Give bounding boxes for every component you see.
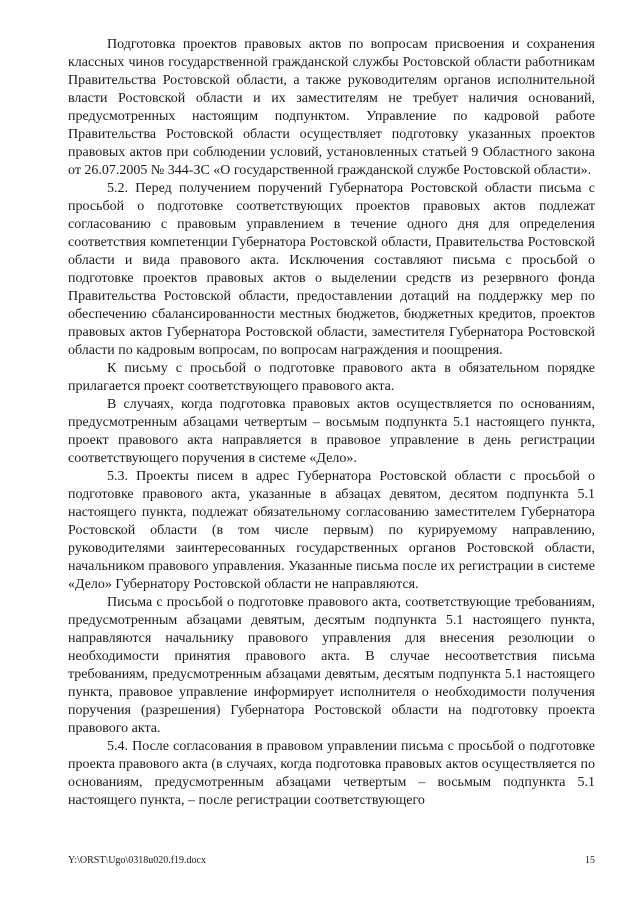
paragraph-2: 5.2. Перед получением поручений Губернатора Ростовской области письма с просьбой о подготовке соответствующих проектов правовых актов подлежат согласованию с правовым управлением в течение одного дня для определения соответствия компетенции Губернатора Ростовской области, Правительства Ростовской области и вида правового акта. Исключения составляют письма с просьбой о подготовке проектов правовых актов о выделении средств из резервного фонда Правительства Ростовской области, предоставлении дотаций на поддержку мер по обеспечению сбалансированности местных бюджетов, бюджетных кредитов, проектов правовых актов Губернатора Ростовской области, заместителя Губернатора Ростовской области по кадровым вопросам, по вопросам награждения и поощрения. [68,181,595,358]
document-body [68,36,595,810]
paragraph-6: Письма с просьбой о подготовке правового акта, соответствующие требованиям, предусмотренным абзацами девятым, десятым подпункта 5.1 настоящего пункта, направляются начальнику правового управления для внесения резолюции о необходимости принятия правового акта. В случае несоответствия письма требованиям, предусмотренным абзацами девятым, десятым подпункта 5.1 настоящего пункта, правовое управление информирует исполнителя о необходимости получения поручения (разрешения) Губернатора Ростовской области на подготовку проекта правового акта. [68,595,595,736]
paragraph-4: В случаях, когда подготовка правовых актов осуществляется по основаниям, предусмотренным абзацами четвертым – восьмым подпункта 5.1 настоящего пункта, проект правового акта направляется в правовое управление в день регистрации соответствующего поручения в системе «Дело». [68,397,595,466]
paragraph-1: Подготовка проектов правовых актов по вопросам присвоения и сохранения классных чинов государственной гражданской службы Ростовской области работникам Правительства Ростовской области, а также руководителям органов исполнительной власти Ростовской области и их заместителям не требует наличия оснований, предусмотренных настоящим подпунктом. Управление по кадровой работе Правительства Ростовской области осуществляет подготовку указанных проектов правовых актов при соблюдении условий, установленных статьей 9 Областного закона от 26.07.2005 № 344-ЗС «О государственной гражданской службе Ростовской области». [68,37,595,178]
paragraph-7: 5.4. После согласования в правовом управлении письма с просьбой о подготовке проекта правового акта (в случаях, когда подготовка правовых актов осуществляется по основаниям, предусмотренным абзацами четвертым – восьмым подпункта 5.1 настоящего пункта, – после регистрации соответствующего [68,739,595,808]
paragraph-5: 5.3. Проекты писем в адрес Губернатора Ростовской области с просьбой о подготовке правового акта, указанные в абзацах девятом, десятом подпункта 5.1 настоящего пункта, подлежат обязательному согласованию заместителем Губернатора Ростовской области (в том числе первым) по курируемому направлению, руководителями заинтересованных государственных органов Ростовской области, начальником правового управления. Указанные письма после их регистрации в системе «Дело» Губернатору Ростовской области не направляются. [68,469,595,592]
page-footer [68,854,595,868]
paragraph-3: К письму с просьбой о подготовке правового акта в обязательном порядке прилагается проект соответствующего правового акта. [68,361,595,394]
footer-file-path: Y:\ORST\Ugo\0318u020.f19.docx [68,855,206,866]
footer-page-number: 15 [585,855,595,866]
